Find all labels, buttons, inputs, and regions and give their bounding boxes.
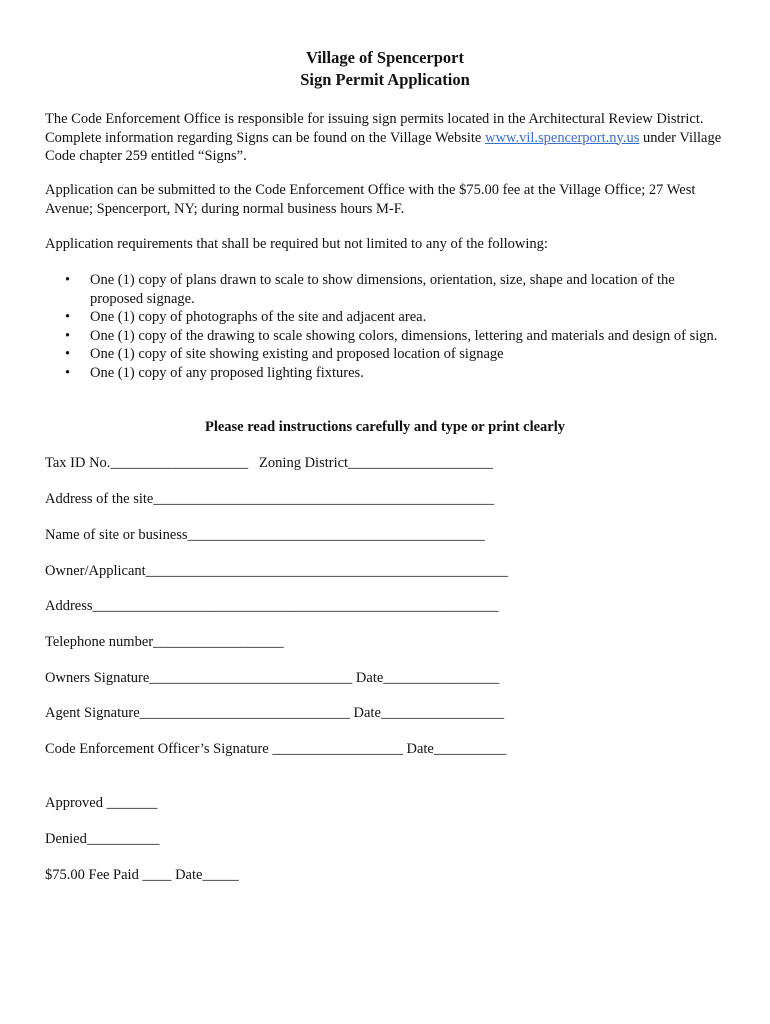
bullet-icon: • <box>65 272 71 288</box>
requirement-text: One (1) copy of any proposed lighting fixtures. <box>90 364 364 381</box>
requirement-text: One (1) copy of site showing existing and proposed location of signage <box>90 346 504 362</box>
owner-signature-field[interactable]: Owners Signature____________________________ Date________________ <box>45 670 500 686</box>
tax-id-zoning-field[interactable]: Tax ID No.___________________ Zoning District____________________ <box>45 455 494 471</box>
submission-paragraph: Application can be submitted to the Code Enforcement Office with the $75.00 fee at the Village Office; 27 West Avenue; Spencerport, NY; during normal business hours M-F. <box>45 182 696 217</box>
address-field[interactable]: Address________________________________________________________ <box>45 598 499 614</box>
agent-signature-field[interactable]: Agent Signature_____________________________ Date_________________ <box>45 705 505 721</box>
requirements-intro: Application requirements that shall be required but not limited to any of the following: <box>45 236 548 252</box>
document-subtitle: Sign Permit Application <box>300 70 470 89</box>
site-name-field[interactable]: Name of site or business_________________________________________ <box>45 527 485 543</box>
bullet-icon: • <box>65 364 71 381</box>
bullet-icon: • <box>65 309 71 325</box>
approved-field[interactable]: Approved _______ <box>45 795 158 811</box>
requirement-text: One (1) copy of plans drawn to scale to show dimensions, orientation, size, shape and location of the proposed signage. <box>90 272 675 307</box>
bullet-icon: • <box>65 346 71 362</box>
intro-text-end: under Village Code chapter 259 entitled “Signs”. <box>45 129 722 164</box>
requirement-item <box>45 364 725 383</box>
village-website-link[interactable]: www.vil.spencerport.ny.us <box>484 129 640 146</box>
instructions-heading: Please read instructions carefully and type or print clearly <box>204 419 566 435</box>
site-address-field[interactable]: Address of the site_______________________________________________ <box>45 491 495 507</box>
requirement-item <box>45 345 725 364</box>
fee-paid-field[interactable]: $75.00 Fee Paid ____ Date_____ <box>45 867 239 883</box>
requirement-text: One (1) copy of the drawing to scale showing colors, dimensions, lettering and materials and design of sign. <box>90 327 718 344</box>
requirement-text: One (1) copy of photographs of the site and adjacent area. <box>90 309 427 325</box>
denied-field[interactable]: Denied__________ <box>45 831 160 847</box>
intro-text: The Code Enforcement Office is responsible for issuing sign permits located in the Architectural Review District. Complete information regarding Signs can be found on the Village Website <box>45 111 704 146</box>
requirements-list <box>45 271 725 382</box>
requirement-item <box>45 327 725 346</box>
requirement-item <box>45 271 725 308</box>
officer-signature-field[interactable]: Code Enforcement Officer’s Signature __________________ Date__________ <box>45 741 507 757</box>
telephone-field[interactable]: Telephone number__________________ <box>45 634 284 650</box>
requirement-item <box>45 308 725 327</box>
owner-applicant-field[interactable]: Owner/Applicant__________________________________________________ <box>45 563 509 579</box>
document-title: Village of Spencerport <box>306 48 464 67</box>
intro-paragraph <box>45 110 735 166</box>
bullet-icon: • <box>65 327 71 344</box>
